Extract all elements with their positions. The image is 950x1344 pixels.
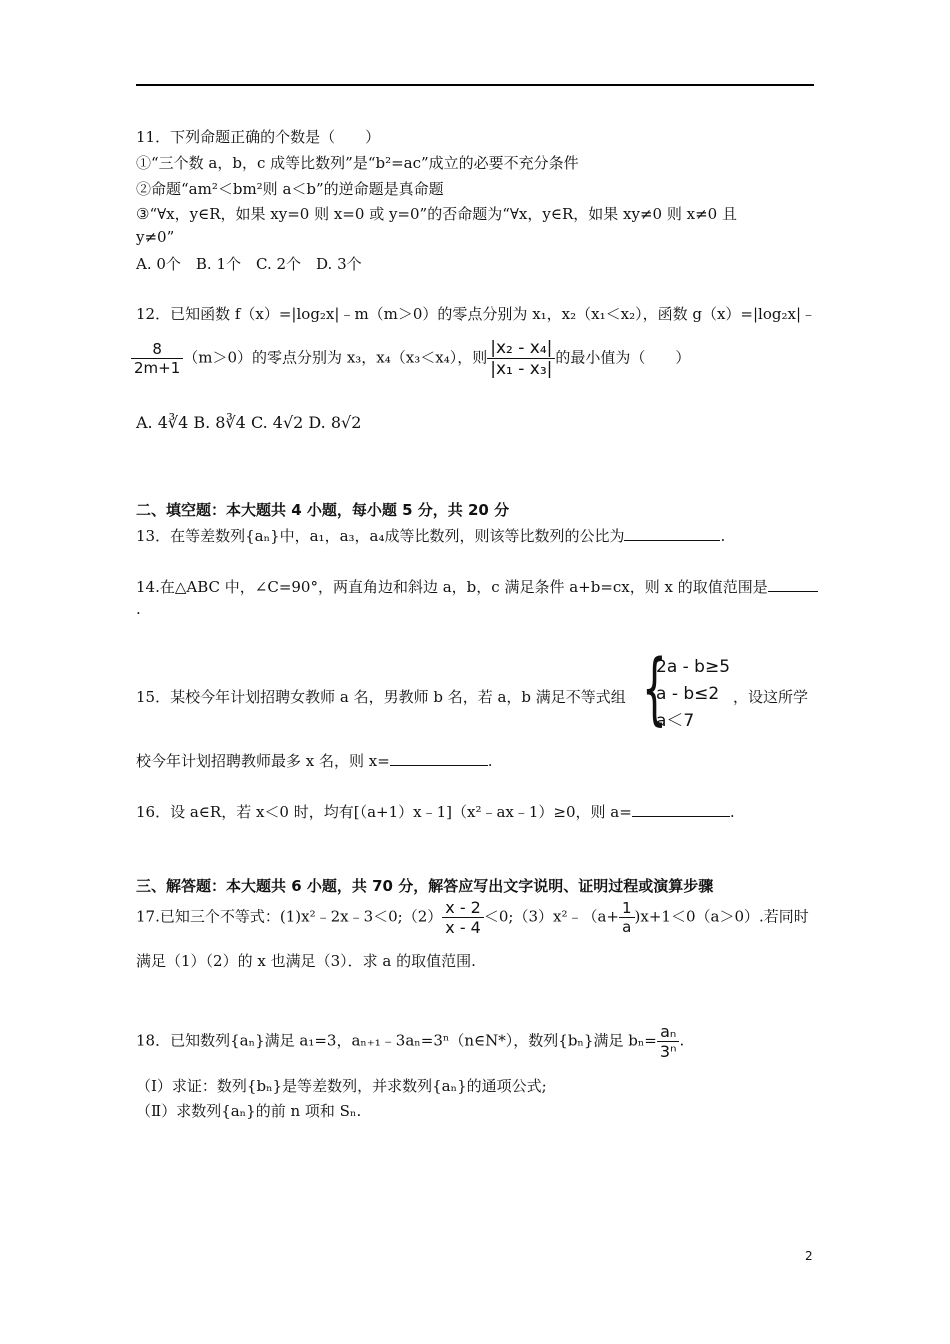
q12-line2 <box>131 338 690 379</box>
q15-line1: 15．某校今年计划招聘女教师 a 名，男教师 b 名，若 a，b 满足不等式组 <box>136 688 626 706</box>
q16-answer-blank[interactable] <box>632 815 730 817</box>
q12-ratio-num: |x₂ - x₄| <box>487 338 555 359</box>
q15-brace: { <box>642 644 667 734</box>
q17-frac2-num: 1 <box>619 899 635 918</box>
q16-text: 16．设 a∈R，若 x＜0 时，均有[（a+1）x﹣1]（x²﹣ax﹣1）≥0，则 a= . <box>136 803 735 821</box>
section3-heading: 三、解答题：本大题共 6 小题，共 70 分，解答应写出文字说明、证明过程或演算步骤 <box>136 877 714 895</box>
q15-ineq-1: 2a - b≥5 <box>656 657 731 677</box>
q14-stem: 14.在△ABC 中，∠C=90°，两直角边和斜边 a，b，c 满足条件 a+b=cx，则 x 的取值范围是 <box>136 578 768 596</box>
q11-stem: 11．下列命题正确的个数是（ ） <box>136 128 381 146</box>
q12-mid: （m＞0）的零点分别为 x₃，x₄（x₃＜x₄），则 <box>183 348 488 367</box>
q11-options: A. 0个 B. 1个 C. 2个 D. 3个 <box>136 255 362 273</box>
q15-line2: 校今年计划招聘教师最多 x 名，则 x= . <box>136 752 493 770</box>
q18-frac-den: 3ⁿ <box>659 1042 677 1061</box>
q15-ineq-2: a - b≤2 <box>656 684 720 704</box>
q12-fraction <box>131 340 183 377</box>
q13-answer-blank[interactable] <box>624 539 720 541</box>
q17-part2: ＜0;（3）x²﹣（a+ <box>483 907 619 926</box>
q12-ratio-den: |x₁ - x₃| <box>490 359 553 379</box>
q11-item-3a: ③“∀x，y∈R，如果 xy=0 则 x=0 或 y=0”的否命题为“∀x，y∈R，如果 xy≠0 则 x≠0 且 <box>136 205 737 223</box>
q18-fraction <box>657 1022 680 1061</box>
q18-part2: （Ⅱ）求数列{aₙ}的前 n 项和 Sₙ. <box>136 1102 362 1120</box>
q12-tail: 的最小值为（ ） <box>555 348 691 367</box>
q12-ratio <box>487 338 555 379</box>
q14-text <box>136 576 818 597</box>
q17-fraction-2 <box>619 899 635 936</box>
page-number: 2 <box>805 1249 813 1263</box>
q18-frac-num: aₙ <box>657 1022 680 1042</box>
q15-line2-text: 校今年计划招聘教师最多 x 名，则 x= <box>136 752 390 770</box>
q17-frac2-den: a <box>622 918 632 936</box>
q12-options: A. 4∛4 B. 8∛4 C. 4√2 D. 8√2 <box>136 413 362 432</box>
q17-line2: 满足（1）（2）的 x 也满足（3）．求 a 的取值范围. <box>136 952 476 970</box>
q12-frac-num: 8 <box>131 340 183 359</box>
q17-frac-den: x - 4 <box>445 918 481 937</box>
q12-frac-den: 2m+1 <box>134 359 181 377</box>
q17-frac-num: x - 2 <box>442 898 484 918</box>
q17-line1 <box>136 898 809 937</box>
q15-after: ，设这所学 <box>733 688 809 706</box>
section2-heading: 二、填空题：本大题共 4 小题，每小题 5 分，共 20 分 <box>136 501 510 519</box>
q11-item-1: ①“三个数 a，b，c 成等比数列”是“b²=ac”成立的必要不充分条件 <box>136 154 579 172</box>
q13-text: 13．在等差数列{aₙ}中，a₁，a₃，a₄成等比数列，则该等比数列的公比为 . <box>136 527 726 545</box>
q15-system <box>656 654 730 735</box>
q12-line1: 12．已知函数 f（x）=|log₂x|﹣m（m＞0）的零点分别为 x₁，x₂（x₁＜x₂），函数 g（x）=|log₂x|﹣ <box>136 305 817 323</box>
q16-stem: 16．设 a∈R，若 x＜0 时，均有[（a+1）x﹣1]（x²﹣ax﹣1）≥0，则 a= <box>136 803 632 821</box>
q15-answer-blank[interactable] <box>390 764 488 766</box>
q17-part3: )x+1＜0（a＞0）.若同时 <box>634 907 809 926</box>
q11-item-3b: y≠0” <box>136 228 175 246</box>
q18-line1: 18．已知数列{aₙ}满足 a₁=3，aₙ₊₁﹣3aₙ=3ⁿ（n∈N*），数列{bₙ}满足 bₙ= $\frac{\text{aₙ}}{\text{3ⁿ}}$ . <box>136 1022 685 1061</box>
q15-ineq-3: a＜7 <box>656 711 695 731</box>
q17-part1: 17.已知三个不等式：(1)x²﹣2x﹣3＜0;（2） <box>136 907 443 926</box>
q17-fraction <box>442 898 484 937</box>
header-rule <box>136 84 814 86</box>
q18-line1-text: 18．已知数列{aₙ}满足 a₁=3，aₙ₊₁﹣3aₙ=3ⁿ（n∈N*），数列{bₙ}满足 bₙ= <box>136 1031 657 1050</box>
q13-stem: 13．在等差数列{aₙ}中，a₁，a₃，a₄成等比数列，则该等比数列的公比为 <box>136 527 625 545</box>
q11-item-2: ②命题“am²＜bm²则 a＜b”的逆命题是真命题 <box>136 180 444 198</box>
q18-part1: （Ⅰ）求证：数列{bₙ}是等差数列，并求数列{aₙ}的通项公式; <box>136 1077 547 1095</box>
q14-period: . <box>136 600 141 618</box>
q14-answer-blank[interactable] <box>768 590 818 592</box>
